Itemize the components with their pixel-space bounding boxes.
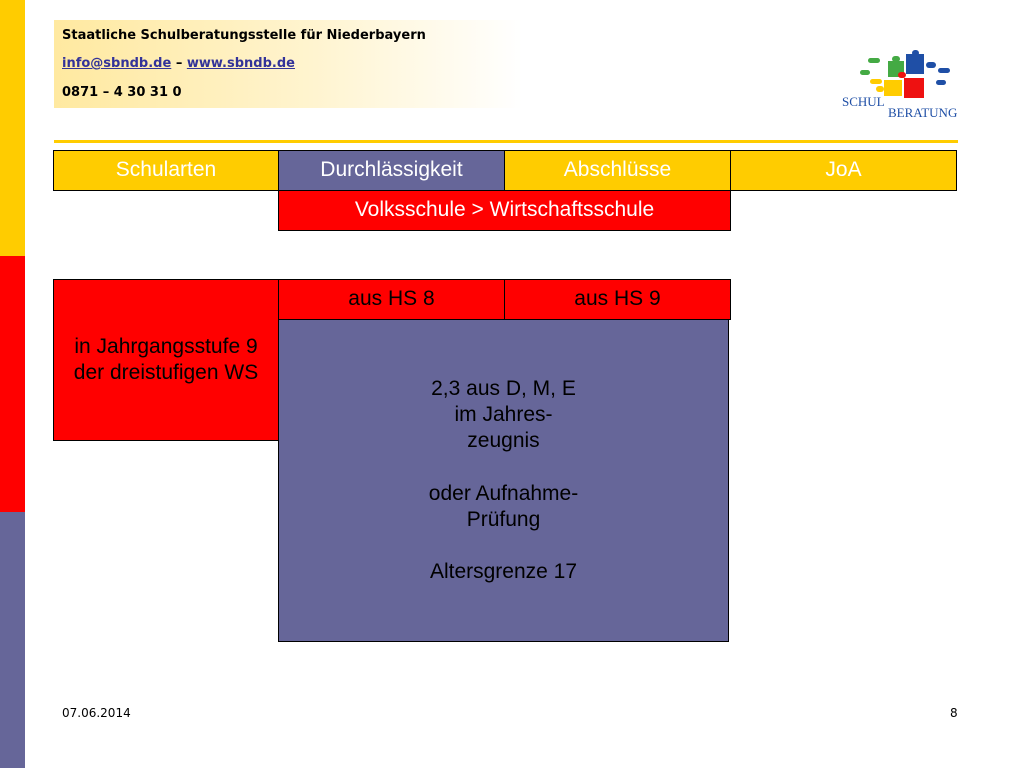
puzzle-pieces-icon: [860, 50, 950, 98]
accent-stripe-yellow: [0, 0, 25, 256]
logo-text-schul: SCHUL: [842, 94, 885, 109]
footer-date: 07.06.2014: [62, 706, 131, 720]
accent-stripe-red: [0, 256, 25, 512]
website-link[interactable]: www.sbndb.de: [186, 56, 295, 71]
contact-separator: –: [175, 56, 183, 71]
contact-line: [62, 56, 295, 71]
email-link[interactable]: info@sbndb.de: [62, 56, 172, 71]
subtitle-bar: Volksschule > Wirtschaftsschule: [278, 190, 731, 231]
requirements-cell: 2,3 aus D, M, E im Jahres- zeugnis oder Aufnahme- Prüfung Altersgrenze 17: [278, 319, 729, 642]
col-header-hs9: aus HS 9: [504, 279, 731, 320]
phone-number: 0871 – 4 30 31 0: [62, 85, 182, 100]
accent-stripe-blue: [0, 512, 25, 768]
tab-abschluesse[interactable]: Abschlüsse: [504, 150, 731, 191]
tab-joa[interactable]: JoA: [730, 150, 957, 191]
logo-text-beratung: BERATUNG: [888, 105, 958, 120]
page-number: 8: [950, 706, 958, 720]
col-header-hs8: aus HS 8: [278, 279, 505, 320]
header-divider: [54, 140, 958, 143]
schulberatung-logo: [838, 48, 962, 122]
tab-durchlaessigkeit[interactable]: Durchlässigkeit: [278, 150, 505, 191]
left-cell-jahrgangsstufe: in Jahrgangsstufe 9 der dreistufigen WS: [53, 279, 279, 441]
org-name: Staatliche Schulberatungsstelle für Niederbayern: [62, 28, 426, 43]
tab-schularten[interactable]: Schularten: [53, 150, 279, 191]
